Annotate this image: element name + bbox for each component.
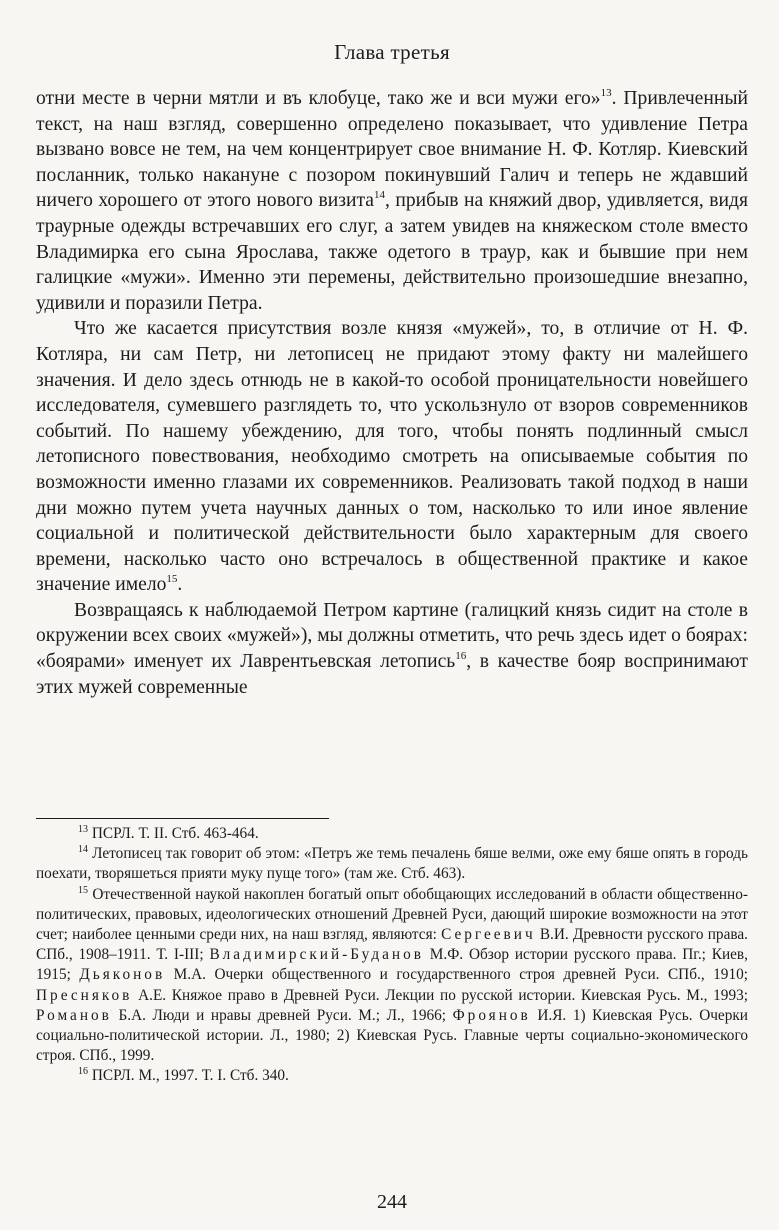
paragraph-1: отни месте в черни мятли и въ клобуце, тако же и вси мужи его»$^{13}$. Привлеченный текст, на наш взгляд, совершенно определено показывает, что удивление Петра вызвано вовсе не тем, на чем концентрирует свое внимание Н. Ф. Котляр. Киевский посланник, только накануне с позором покинувший Галич и теперь не ждавший ничего хорошего от этого нового визита$^{14}$, прибыв на княжий двор, удивляется, видя траурные одежды встречавших его слуг, а затем увидев на княжеском столе вместо Владимирка его сына Ярослава, также одетого в траур, как и бывшие при нем галицкие «мужи». Именно эти перемены, действительно произошедшие внезапно, удивили и поразили Петра. — [36, 87, 748, 314]
author-name: Сергеевич — [441, 926, 536, 944]
paragraph-2: Что же касается присутствия возле князя «мужей», то, в отличие от Н. Ф. Котляра, ни сам Петр, ни летописец не придают этому факту ни малейшего значения. И дело здесь отнюдь не в какой-то особой проницательности новейшего исследователя, сумевшего разглядеть то, что ускользнуло от взоров современников событий. По нашему убеждению, для того, чтобы понять подлинный смысл летописного повествования, необходимо смотреть на описываемые события по возможности именно глазами их современников. Реализовать такой подход в наши дни можно путем учета научных данных о том, насколько то или иное явление социальной и политической действительности было характерным для своего времени, насколько часто оно встречалось в общественной практике и какое значение имело$^{15}$. — [36, 318, 748, 596]
running-head: Глава третья — [334, 40, 450, 64]
footnotes — [36, 824, 748, 1087]
footnote-ref-15: 15 — [166, 573, 178, 586]
footnote-13: $^{13}$ ПСРЛ. Т. II. Стб. 463-464. — [78, 824, 259, 842]
book-page — [36, 0, 748, 1230]
footnote-ref-16: 16 — [455, 650, 467, 663]
author-name: Фроянов — [452, 1006, 531, 1024]
author-name: Владимирский-Буданов — [209, 946, 424, 964]
footnote-ref-13: 13 — [600, 87, 612, 99]
main-text — [36, 86, 748, 700]
paragraph-3: Возвращаясь к наблюдаемой Петром картине (галицкий князь сидит на столе в окружении всех своих «мужей»), мы должны отметить, что речь здесь идет о боярах: «боярами» именует их Лаврентьевская летопись$^{16}$, в качестве бояр воспринимают этих мужей современные — [36, 599, 748, 698]
footnote-14: $^{14}$ Летописец так говорит об этом: «Петръ же темь печалень бяше велми, оже ему бяше опять в городь поехати, творяшеться прияти муку пуще того» (там же. Стб. 463). — [36, 844, 748, 883]
page-number: 244 — [377, 1191, 407, 1213]
author-name: Дьяконов — [79, 966, 166, 984]
footnote-16: $^{16}$ ПСРЛ. М., 1997. Т. I. Стб. 340. — [78, 1066, 289, 1085]
footnote-divider — [36, 818, 329, 819]
footnote-15: $^{15}$ Отечественной наукой накоплен богатый опыт обобщающих исследований в области общественно-политических, правовых, идеологических отношений Древней Руси, дающий широкие возможности на этот счет; наиболее ценными среди них, на наш взгляд, являются: Сергеевич В.И. Древности русского права. СПб., 1908–1911. Т. I-III; Владимирский-Буданов М.Ф. Обзор истории русского права. Пг.; Киев, 1915; Дьяконов М.А. Очерки общественного и государственного строя древней Руси. СПб., 1910; Пресняков А.Е. Княжое право в Древней Руси. Лекции по русской истории. Киевская Русь. М., 1993; Романов Б.А. Люди и нравы древней Руси. М.; Л., 1966; Фроянов И.Я. 1) Киевская Русь. Очерки социально-политической истории. Л., 1980; 2) Киевская Русь. Главные черты социально-экономического строя. СПб., 1999. — [36, 884, 749, 1065]
footnote-ref-14: 14 — [373, 189, 385, 202]
author-name: Пресняков — [36, 986, 133, 1004]
author-name: Романов — [36, 1006, 112, 1024]
